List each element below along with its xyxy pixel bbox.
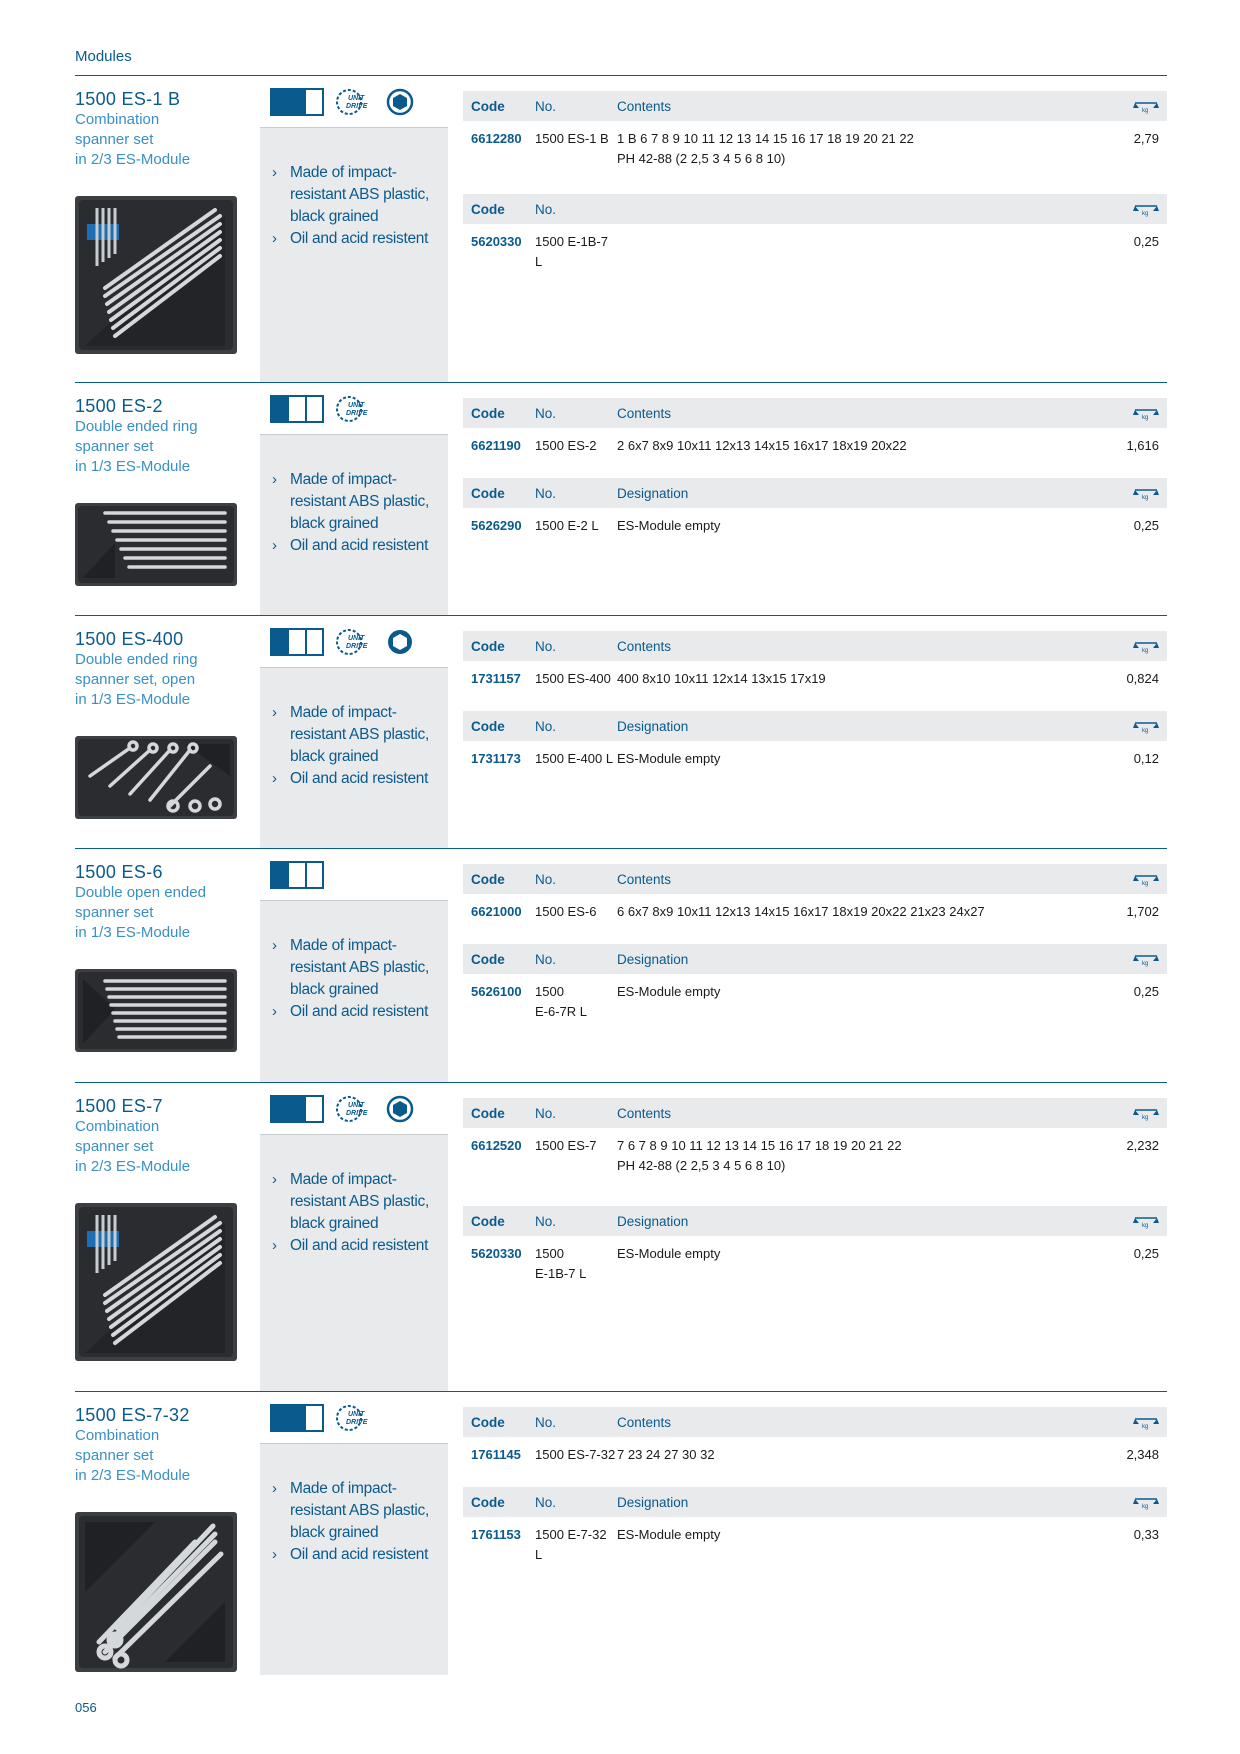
icon-row: [260, 849, 448, 901]
product-photo: [75, 969, 237, 1052]
product-subtitle-line: in 1/3 ES-Module: [75, 458, 191, 475]
svg-text:kg: kg: [1142, 211, 1149, 218]
product-subtitle-line: in 1/3 ES-Module: [75, 924, 191, 941]
designation-table: [463, 711, 1167, 769]
contents-table: [463, 1407, 1167, 1465]
icon-row: [260, 76, 448, 128]
table-row: 6621190 1500 ES-2 2 6x7 8x9 10x11 12x13 14x15 16x17 18x19 20x22 1,616: [471, 438, 1159, 453]
product-subtitle-line: spanner set: [75, 904, 154, 921]
weight-scale-icon: [1133, 1494, 1159, 1510]
feature-item: resistant ABS plastic,: [290, 186, 429, 203]
svg-text:DRIVE: DRIVE: [346, 1418, 368, 1426]
product-title: 1500 ES-7-32: [75, 1405, 190, 1425]
module-1-3-icon: [270, 861, 324, 889]
feature-panel: [260, 616, 448, 848]
chevron-right-icon: ›: [272, 1171, 277, 1188]
table-header: Code No. Contents kg: [463, 631, 1167, 661]
product-subtitle-line: spanner set: [75, 1138, 154, 1155]
product-section-es-7-32: [75, 1391, 1167, 1675]
hexagon-profile-icon: [386, 88, 414, 116]
table-header: Code No. Contents kg: [463, 91, 1167, 121]
svg-text:kg: kg: [1142, 1223, 1149, 1230]
table-row: 5626100 1500 E-6-7R L ES-Module empty 0,25: [471, 984, 1159, 1019]
chevron-right-icon: ›: [272, 471, 277, 488]
svg-text:UNIT: UNIT: [348, 94, 365, 102]
designation-table: [463, 1206, 1167, 1284]
page-header: Modules: [75, 48, 132, 65]
feature-panel: [260, 1083, 448, 1391]
feature-item: › Made of impact-: [272, 935, 448, 957]
contents-table: [463, 1098, 1167, 1176]
weight-scale-icon: [1133, 951, 1159, 967]
table-row: 6612280 1500 ES-1 B 1 B 6 7 8 9 10 11 12 13 14 15 16 17 18 19 20 21 22 PH 42-88 (2 2,5 3 4 5 6 8 10) 2,79: [471, 131, 1159, 166]
weight-scale-icon: [1133, 98, 1159, 114]
feature-item: › Made of impact-: [272, 162, 448, 184]
weight-scale-icon: [1133, 638, 1159, 654]
designation-table: [463, 478, 1167, 536]
svg-text:kg: kg: [1142, 495, 1149, 502]
unit-drive-icon: [334, 394, 376, 424]
feature-panel: [260, 76, 448, 382]
feature-item: black grained: [290, 1215, 379, 1232]
product-info: [75, 1083, 260, 1177]
unit-drive-icon: [334, 1403, 376, 1433]
designation-table: [463, 194, 1167, 272]
product-subtitle-line: spanner set: [75, 438, 154, 455]
feature-item: black grained: [290, 981, 379, 998]
feature-item: resistant ABS plastic,: [290, 1502, 429, 1519]
module-2-3-icon: [270, 1095, 324, 1123]
svg-text:DRIVE: DRIVE: [346, 1109, 368, 1117]
svg-text:DRIVE: DRIVE: [346, 642, 368, 650]
feature-item: black grained: [290, 1524, 379, 1541]
product-photo: [75, 1203, 237, 1361]
svg-text:kg: kg: [1142, 1424, 1149, 1431]
chevron-right-icon: ›: [272, 1003, 277, 1020]
chevron-right-icon: ›: [272, 770, 277, 787]
table-header: Code No. Designation kg: [463, 1206, 1167, 1236]
svg-text:DRIVE: DRIVE: [346, 102, 368, 110]
feature-list: [260, 901, 448, 1023]
chevron-right-icon: ›: [272, 164, 277, 181]
product-tables: [463, 91, 1167, 269]
product-tables: [463, 864, 1167, 1019]
table-header: Code No. Contents kg: [463, 1407, 1167, 1437]
feature-item: › Made of impact-: [272, 702, 448, 724]
feature-panel: [260, 849, 448, 1082]
spanner-tray-image: [75, 196, 237, 354]
product-tables: [463, 1098, 1167, 1281]
feature-item: › Made of impact-: [272, 1478, 448, 1500]
module-1-3-icon: [270, 395, 324, 423]
product-tables: [463, 631, 1167, 766]
product-title: 1500 ES-1 B: [75, 89, 181, 109]
svg-text:DRIVE: DRIVE: [346, 409, 368, 417]
svg-text:UNIT: UNIT: [348, 1101, 365, 1109]
svg-text:kg: kg: [1142, 1504, 1149, 1511]
feature-item: › Made of impact-: [272, 469, 448, 491]
product-subtitle-line: Double ended ring: [75, 651, 198, 668]
contents-table: [463, 91, 1167, 169]
chevron-right-icon: ›: [272, 937, 277, 954]
feature-item: resistant ABS plastic,: [290, 726, 429, 743]
product-subtitle-line: spanner set, open: [75, 671, 196, 688]
table-row: 1761153 1500 E-7-32 L ES-Module empty 0,33: [471, 1527, 1159, 1562]
feature-item: resistant ABS plastic,: [290, 959, 429, 976]
table-row: 5620330 1500 E-1B-7 L ES-Module empty 0,25: [471, 1246, 1159, 1281]
svg-text:UNIT: UNIT: [348, 634, 365, 642]
module-2-3-icon: [270, 1404, 324, 1432]
table-header: Code No. Contents kg: [463, 398, 1167, 428]
chevron-right-icon: ›: [272, 537, 277, 554]
feature-item: › Oil and acid resistent: [272, 1235, 448, 1257]
spanner-tray-image: [75, 1512, 237, 1672]
product-photo: [75, 736, 237, 819]
table-row: 6612520 1500 ES-7 7 6 7 8 9 10 11 12 13 14 15 16 17 18 19 20 21 22 PH 42-88 (2 2,5 3 4 5 6 8 10) 2,232: [471, 1138, 1159, 1173]
unit-drive-icon: [334, 1094, 376, 1124]
hexagon-outline-icon: [386, 628, 414, 656]
product-section-es-6: [75, 848, 1167, 1082]
table-row: 5626290 1500 E-2 L ES-Module empty 0,25: [471, 518, 1159, 533]
product-title: 1500 ES-400: [75, 629, 184, 649]
feature-item: › Oil and acid resistent: [272, 1001, 448, 1023]
chevron-right-icon: ›: [272, 1237, 277, 1254]
product-subtitle-line: Combination: [75, 1118, 160, 1135]
svg-text:kg: kg: [1142, 881, 1149, 888]
svg-text:kg: kg: [1142, 961, 1149, 968]
product-info: [75, 616, 260, 710]
module-2-3-icon: [270, 88, 324, 116]
product-section-es-7: [75, 1082, 1167, 1391]
feature-list: [260, 435, 448, 557]
feature-item: › Oil and acid resistent: [272, 1544, 448, 1566]
icon-row: [260, 616, 448, 668]
table-header: Code No. kg: [463, 194, 1167, 224]
table-row: 5620330 1500 E-1B-7 L 0,25: [471, 234, 1159, 269]
contents-table: [463, 864, 1167, 922]
weight-scale-icon: [1133, 485, 1159, 501]
svg-text:kg: kg: [1142, 415, 1149, 422]
table-header: Code No. Contents kg: [463, 1098, 1167, 1128]
chevron-right-icon: ›: [272, 704, 277, 721]
feature-item: › Oil and acid resistent: [272, 768, 448, 790]
weight-scale-icon: [1133, 871, 1159, 887]
designation-table: [463, 944, 1167, 1022]
table-header: Code No. Contents kg: [463, 864, 1167, 894]
icon-row: [260, 1083, 448, 1135]
table-header: Code No. Designation kg: [463, 711, 1167, 741]
product-title: 1500 ES-2: [75, 396, 163, 416]
icon-row: [260, 383, 448, 435]
product-subtitle-line: spanner set: [75, 131, 154, 148]
chevron-right-icon: ›: [272, 230, 277, 247]
table-row: 6621000 1500 ES-6 6 6x7 8x9 10x11 12x13 14x15 16x17 18x19 20x22 21x23 24x27 1,702: [471, 904, 1159, 919]
product-tables: [463, 1407, 1167, 1562]
chevron-right-icon: ›: [272, 1480, 277, 1497]
svg-text:kg: kg: [1142, 728, 1149, 735]
product-subtitle-line: Double ended ring: [75, 418, 198, 435]
unit-drive-icon: [334, 627, 376, 657]
feature-list: [260, 1135, 448, 1257]
product-photo: [75, 196, 237, 354]
page-number: 056: [75, 1700, 97, 1715]
table-row: 1731157 1500 ES-400 400 8x10 10x11 12x14 13x15 17x19 0,824: [471, 671, 1159, 686]
spanner-tray-image: [75, 1203, 237, 1361]
product-info: [75, 383, 260, 477]
contents-table: [463, 398, 1167, 456]
weight-scale-icon: [1133, 1414, 1159, 1430]
weight-scale-icon: [1133, 201, 1159, 217]
product-subtitle-line: in 1/3 ES-Module: [75, 691, 191, 708]
svg-text:UNIT: UNIT: [348, 401, 365, 409]
feature-item: black grained: [290, 208, 379, 225]
spanner-tray-image: [75, 969, 237, 1052]
weight-scale-icon: [1133, 1213, 1159, 1229]
contents-table: [463, 631, 1167, 689]
feature-panel: [260, 1392, 448, 1675]
product-section-es-2: [75, 382, 1167, 615]
feature-item: resistant ABS plastic,: [290, 493, 429, 510]
product-tables: [463, 398, 1167, 533]
feature-item: › Made of impact-: [272, 1169, 448, 1191]
product-subtitle-line: in 2/3 ES-Module: [75, 1467, 191, 1484]
table-row: 1761145 1500 ES-7-32 7 23 24 27 30 32 2,348: [471, 1447, 1159, 1462]
feature-panel: [260, 383, 448, 615]
hexagon-profile-icon: [386, 1095, 414, 1123]
feature-list: [260, 668, 448, 790]
unit-drive-icon: [334, 87, 376, 117]
svg-text:UNIT: UNIT: [348, 1410, 365, 1418]
weight-scale-icon: [1133, 405, 1159, 421]
table-header: Code No. Designation kg: [463, 944, 1167, 974]
table-header: Code No. Designation kg: [463, 1487, 1167, 1517]
product-subtitle-line: in 2/3 ES-Module: [75, 151, 191, 168]
table-header: Code No. Designation kg: [463, 478, 1167, 508]
feature-item: black grained: [290, 515, 379, 532]
feature-list: [260, 128, 448, 250]
chevron-right-icon: ›: [272, 1546, 277, 1563]
product-info: [75, 1392, 260, 1486]
weight-scale-icon: [1133, 1105, 1159, 1121]
spanner-tray-image: [75, 503, 237, 586]
product-photo: [75, 503, 237, 586]
weight-scale-icon: [1133, 718, 1159, 734]
product-section-es-1b: [75, 75, 1167, 382]
feature-item: black grained: [290, 748, 379, 765]
product-photo: [75, 1512, 237, 1672]
product-subtitle-line: Double open ended: [75, 884, 206, 901]
feature-item: › Oil and acid resistent: [272, 228, 448, 250]
product-section-es-400: [75, 615, 1167, 848]
icon-row: [260, 1392, 448, 1444]
spanner-tray-image: [75, 736, 237, 819]
designation-table: [463, 1487, 1167, 1565]
svg-text:kg: kg: [1142, 1115, 1149, 1122]
product-title: 1500 ES-6: [75, 862, 163, 882]
feature-item: resistant ABS plastic,: [290, 1193, 429, 1210]
product-info: [75, 76, 260, 170]
svg-text:kg: kg: [1142, 108, 1149, 115]
table-row: 1731173 1500 E-400 L ES-Module empty 0,12: [471, 751, 1159, 766]
product-subtitle-line: in 2/3 ES-Module: [75, 1158, 191, 1175]
product-info: [75, 849, 260, 943]
product-subtitle-line: spanner set: [75, 1447, 154, 1464]
feature-list: [260, 1444, 448, 1566]
feature-item: › Oil and acid resistent: [272, 535, 448, 557]
svg-text:kg: kg: [1142, 648, 1149, 655]
product-title: 1500 ES-7: [75, 1096, 163, 1116]
product-subtitle-line: Combination: [75, 1427, 160, 1444]
module-1-3-icon: [270, 628, 324, 656]
product-subtitle-line: Combination: [75, 111, 160, 128]
